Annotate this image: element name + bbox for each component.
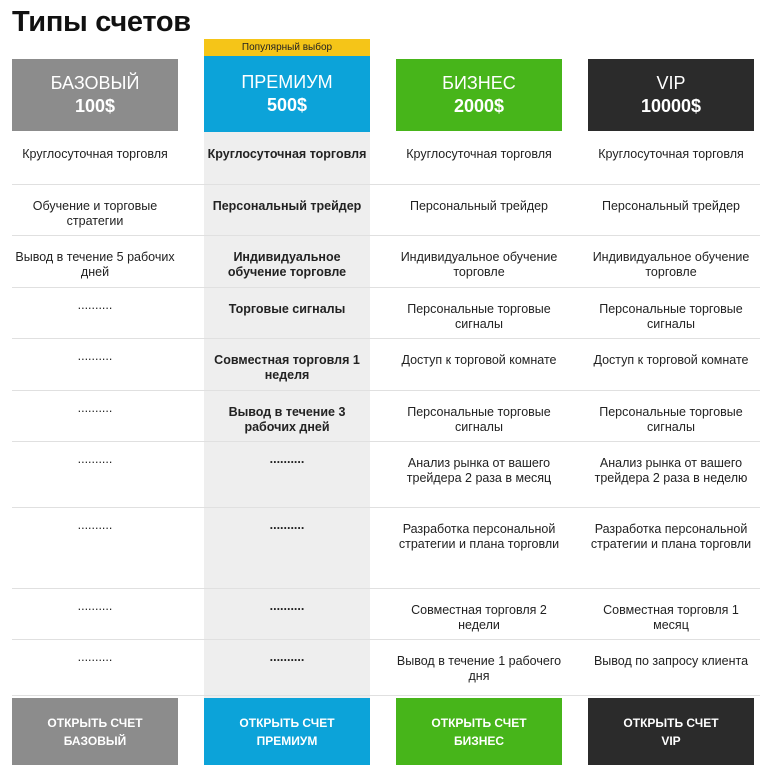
feature-cell-business: Анализ рынка от вашего трейдера 2 раза в месяц xyxy=(406,456,552,485)
feature-cell-vip: Совместная торговля 1 месяц xyxy=(603,603,739,632)
feature-cell-basic: .......... xyxy=(77,518,113,532)
feature-cell-basic: .......... xyxy=(77,599,113,613)
open-account-button-basic[interactable] xyxy=(12,698,178,765)
feature-cell-premium: Персональный трейдер xyxy=(212,199,362,213)
plan-price: 10000$ xyxy=(640,96,702,116)
feature-cell-premium: .......... xyxy=(269,650,305,664)
feature-cell-premium: Вывод в течение 3 рабочих дней xyxy=(228,405,346,434)
button-label-line2: VIP xyxy=(661,733,681,748)
table-row xyxy=(12,236,760,288)
plan-header-premium xyxy=(204,56,370,132)
table-row xyxy=(12,508,760,589)
button-label-line1: ОТКРЫТЬ СЧЕТ xyxy=(431,715,527,730)
feature-cell-basic: .......... xyxy=(77,349,113,363)
plan-name: ПРЕМИУМ xyxy=(241,72,333,92)
feature-cell-business: Разработка персональной стратегии и плана торговли xyxy=(398,522,560,551)
plan-name: VIP xyxy=(656,73,686,93)
button-label-line1: ОТКРЫТЬ СЧЕТ xyxy=(47,715,143,730)
feature-cell-vip: Индивидуальное обучение торговле xyxy=(592,250,750,279)
feature-cell-basic: .......... xyxy=(77,298,113,312)
button-label-line1: ОТКРЫТЬ СЧЕТ xyxy=(623,715,719,730)
table-row xyxy=(12,185,760,236)
table-row xyxy=(12,589,760,640)
plan-name: БАЗОВЫЙ xyxy=(50,73,140,93)
feature-cell-vip: Персональные торговые сигналы xyxy=(599,302,743,331)
feature-cell-vip: Персональные торговые сигналы xyxy=(599,405,743,434)
feature-cell-premium: .......... xyxy=(269,452,305,466)
table-row xyxy=(12,442,760,508)
table-row xyxy=(12,133,760,185)
plan-price: 500$ xyxy=(266,95,308,115)
table-row xyxy=(12,288,760,339)
feature-cell-premium: .......... xyxy=(269,518,305,532)
feature-cell-vip: Доступ к торговой комнате xyxy=(593,353,749,367)
open-account-button-premium[interactable] xyxy=(204,698,370,765)
feature-cell-basic: Обучение и торговые стратегии xyxy=(32,199,158,228)
features-table xyxy=(12,133,760,696)
table-row xyxy=(12,391,760,442)
button-label-line2: БАЗОВЫЙ xyxy=(63,733,127,748)
feature-cell-business: Вывод в течение 1 рабочего дня xyxy=(396,654,562,683)
page-title: Типы счетов xyxy=(12,6,191,38)
feature-cell-business: Индивидуальное обучение торговле xyxy=(400,250,558,279)
feature-cell-vip: Круглосуточная торговля xyxy=(598,147,744,161)
popular-choice-badge: Популярный выбор xyxy=(204,39,370,56)
feature-cell-business: Персональные торговые сигналы xyxy=(407,302,551,331)
plan-price: 2000$ xyxy=(453,96,505,116)
feature-cell-premium: Индивидуальное обучение торговле xyxy=(227,250,347,279)
plan-header-basic xyxy=(12,59,178,131)
feature-cell-vip: Вывод по запросу клиента xyxy=(593,654,749,668)
plan-name: БИЗНЕС xyxy=(442,73,516,93)
feature-cell-premium: Совместная торговля 1 неделя xyxy=(214,353,360,382)
feature-cell-premium: .......... xyxy=(269,599,305,613)
button-label-line2: БИЗНЕС xyxy=(453,733,505,748)
feature-cell-business: Персональные торговые сигналы xyxy=(407,405,551,434)
feature-cell-basic: .......... xyxy=(77,452,113,466)
feature-cell-business: Круглосуточная торговля xyxy=(406,147,552,161)
table-row xyxy=(12,339,760,391)
feature-cell-basic: Круглосуточная торговля xyxy=(22,147,168,161)
feature-cell-basic: .......... xyxy=(77,401,113,415)
plan-header-vip xyxy=(588,59,754,131)
feature-cell-basic: .......... xyxy=(77,650,113,664)
feature-cell-basic: Вывод в течение 5 рабочих дней xyxy=(15,250,175,279)
open-account-button-vip[interactable] xyxy=(588,698,754,765)
table-row xyxy=(12,640,760,696)
plan-price: 100$ xyxy=(74,96,116,116)
open-account-button-business[interactable] xyxy=(396,698,562,765)
feature-cell-business: Персональный трейдер xyxy=(409,199,549,213)
feature-cell-vip: Анализ рынка от вашего трейдера 2 раза в неделю xyxy=(594,456,748,485)
feature-cell-vip: Персональный трейдер xyxy=(601,199,741,213)
button-label-line1: ОТКРЫТЬ СЧЕТ xyxy=(239,715,335,730)
feature-cell-business: Доступ к торговой комнате xyxy=(401,353,557,367)
feature-cell-premium: Круглосуточная торговля xyxy=(207,147,367,161)
plan-header-business xyxy=(396,59,562,131)
feature-cell-premium: Торговые сигналы xyxy=(228,302,346,316)
feature-cell-vip: Разработка персональной стратегии и плана торговли xyxy=(590,522,752,551)
feature-cell-business: Совместная торговля 2 недели xyxy=(411,603,547,632)
button-label-line2: ПРЕМИУМ xyxy=(256,733,318,748)
